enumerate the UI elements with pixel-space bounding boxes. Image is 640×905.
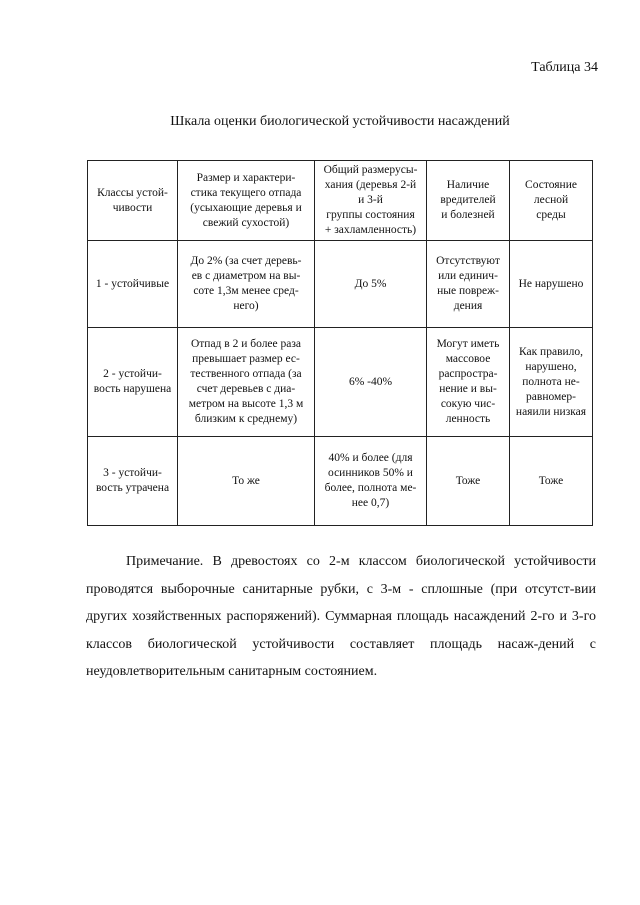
header-stability-class: Классы устой- чивости	[88, 161, 178, 241]
table-title: Шкала оценки биологической устойчивости насаждений	[170, 114, 510, 129]
table-cell: До 2% (за счет деревь- ев с диаметром на вы- соте 1,3м менее сред- него)	[178, 241, 315, 328]
table-cell: До 5%	[315, 241, 427, 328]
table-cell: Как правило, нарушено, полнота не- равномер- наяили низкая	[510, 328, 593, 437]
table-cell: 40% и более (для осинников 50% и более, полнота ме- нее 0,7)	[315, 437, 427, 526]
header-pests-diseases: Наличие вредителей и болезней	[427, 161, 510, 241]
stability-scale-table	[87, 160, 593, 526]
table-number-label: Таблица 34	[531, 60, 598, 75]
note-paragraph: Примечание. В древостоях со 2-м классом биологической устойчивости проводятся выборочные санитарные рубки, с 3-м - сплошные (при отсутст-вии других хозяйственных распоряжений). Суммарная площадь насаждений 2-го и 3-го классов биологической устойчивости составляет площадь насаж-дений с неудовлетворительным санитарным состоянием.	[86, 554, 596, 679]
table-cell: Отсутствуют или единич- ные повреж- дения	[427, 241, 510, 328]
table-row	[88, 241, 593, 328]
header-total-drying: Общий размерусы- хания (деревья 2-й и 3-й группы состояния + захламленность)	[315, 161, 427, 241]
table-row	[88, 437, 593, 526]
table-cell: Отпад в 2 и более раза превышает размер ес- тественного отпада (за счет деревьев с диа- метром на высоте 1,3 м близким к среднему)	[178, 328, 315, 437]
table-cell: Не нарушено	[510, 241, 593, 328]
table-cell: 3 - устойчи- вость утрачена	[88, 437, 178, 526]
table-cell: Тоже	[427, 437, 510, 526]
table-row	[88, 328, 593, 437]
table-cell: 6% -40%	[315, 328, 427, 437]
table-cell: Тоже	[510, 437, 593, 526]
header-forest-environment: Состояние лесной среды	[510, 161, 593, 241]
table-cell: 2 - устойчи- вость нарушена	[88, 328, 178, 437]
table-cell: Могут иметь массовое распростра- нение и вы- сокую чис- ленность	[427, 328, 510, 437]
table-cell: То же	[178, 437, 315, 526]
header-current-dieoff: Размер и характери- стика текущего отпада (усыхающие деревья и свежий сухостой)	[178, 161, 315, 241]
table-header-row	[88, 161, 593, 241]
table-note	[86, 548, 596, 686]
table-cell: 1 - устойчивые	[88, 241, 178, 328]
